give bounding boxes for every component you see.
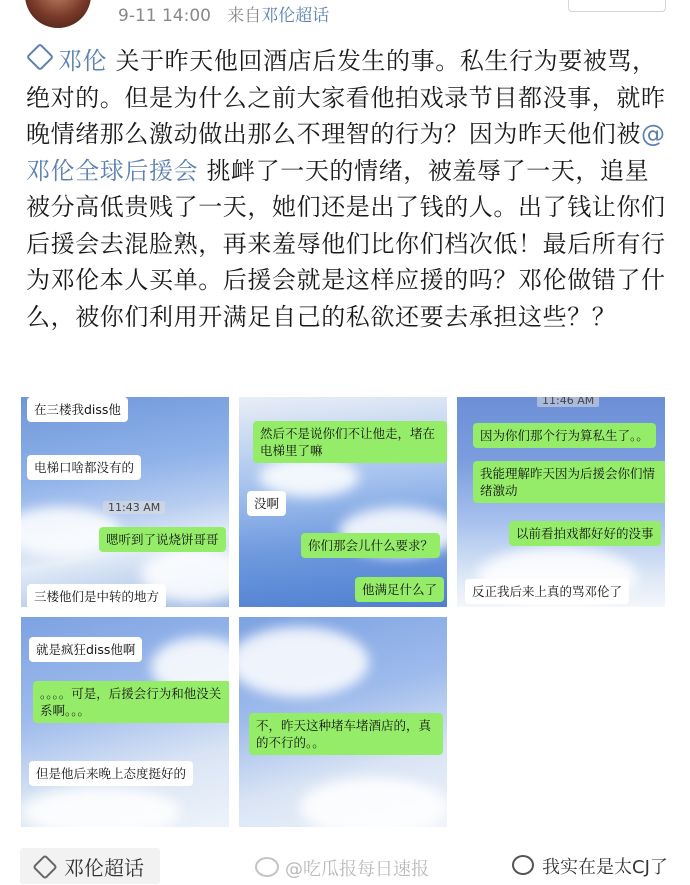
- wechat-logo-icon: [512, 855, 534, 875]
- mention-link[interactable]: @邓伦全球后援会: [26, 120, 666, 185]
- chat-bubble: 反正我后来上真的骂邓伦了: [465, 579, 629, 604]
- chat-bubble: 。。。。可是，后援会行为和他没关系啊。。。: [33, 681, 229, 723]
- chat-bubble: 但是他后来晚上态度挺好的: [29, 761, 193, 786]
- post-timestamp: 9-11 14:00: [118, 6, 211, 26]
- watermark-wechat: [512, 853, 668, 879]
- image-thumbnail[interactable]: [239, 617, 447, 827]
- super-topic-chip-label: 邓伦超话: [64, 856, 144, 880]
- chat-bubble: 没啊: [247, 491, 286, 516]
- post-meta: [118, 1, 329, 26]
- weibo-logo-icon: [255, 857, 279, 877]
- image-thumbnail[interactable]: [21, 617, 229, 827]
- cloud-decoration: [239, 627, 369, 697]
- post-text-part-2: 挑衅了一天的情绪，被羞辱了一天，追星被分高低贵贱了一天，她们还是出了钱的人。出了钱让你们后援会去混脸熟，再来羞辱他们比你们档次低！最后所有行为邓伦本人买单。后援会就是这样应援的吗？邓伦做错了什么，被你们利用开满足自己的私欲还要去承担这些？？: [26, 156, 666, 331]
- image-thumbnail[interactable]: [239, 397, 447, 607]
- chat-bubble: 然后不是说你们不让他走，堵在电梯里了嘛: [253, 421, 447, 463]
- topic-link[interactable]: [26, 47, 107, 75]
- source-prefix: 来自: [227, 6, 262, 26]
- post-body: [26, 43, 671, 335]
- chat-bubble: 他满足什么了: [355, 577, 444, 602]
- chat-bubble: 就是疯狂diss他啊: [29, 637, 142, 662]
- chat-bubble: 三楼他们是中转的地方: [27, 584, 166, 607]
- super-topic-icon: [26, 43, 54, 71]
- image-thumbnail[interactable]: [457, 397, 665, 607]
- post-header: [0, 0, 690, 30]
- super-topic-icon: [32, 854, 57, 879]
- chat-bubble: 在三楼我diss他: [27, 397, 128, 422]
- post-text-part-1: 关于昨天他回酒店后发生的事。私生行为要被骂，绝对的。但是为什么之前大家看他拍戏录节目都没事，就昨晚情绪那么激动做出那么不理智的行为？因为昨天他们被: [26, 47, 666, 148]
- topic-link-label: 邓伦: [58, 47, 108, 75]
- avatar[interactable]: [25, 0, 91, 28]
- chat-timestamp: 11:46 AM: [537, 397, 599, 407]
- chat-timestamp: 11:43 AM: [103, 501, 165, 514]
- post-footer: [0, 840, 690, 885]
- chat-bubble: 嗯听到了说烧饼哥哥: [99, 527, 226, 552]
- chat-bubble: 以前看拍戏都好好的没事: [509, 521, 661, 546]
- watermark-wechat-text: 我实在是太CJ了: [542, 857, 668, 878]
- watermark-weibo-text: @吃瓜报每日速报: [285, 859, 429, 880]
- chat-bubble: 我能理解昨天因为后援会你们情绪激动: [473, 461, 665, 503]
- cloud-decoration: [299, 777, 447, 827]
- source-link[interactable]: 邓伦超话: [261, 6, 330, 26]
- chat-bubble: 电梯口啥都没有的: [27, 455, 141, 480]
- chat-bubble: 因为你们那个行为算私生了。。: [473, 423, 656, 448]
- chat-bubble: 不，昨天这种堵车堵酒店的，真的不行的。。: [249, 713, 443, 755]
- watermark-weibo: [255, 855, 429, 881]
- cloud-decoration: [21, 787, 181, 827]
- chat-bubble: 你们那会儿什么要求？: [301, 533, 440, 558]
- super-topic-chip[interactable]: [20, 848, 160, 884]
- image-thumbnail[interactable]: [21, 397, 229, 607]
- follow-button[interactable]: [568, 0, 666, 12]
